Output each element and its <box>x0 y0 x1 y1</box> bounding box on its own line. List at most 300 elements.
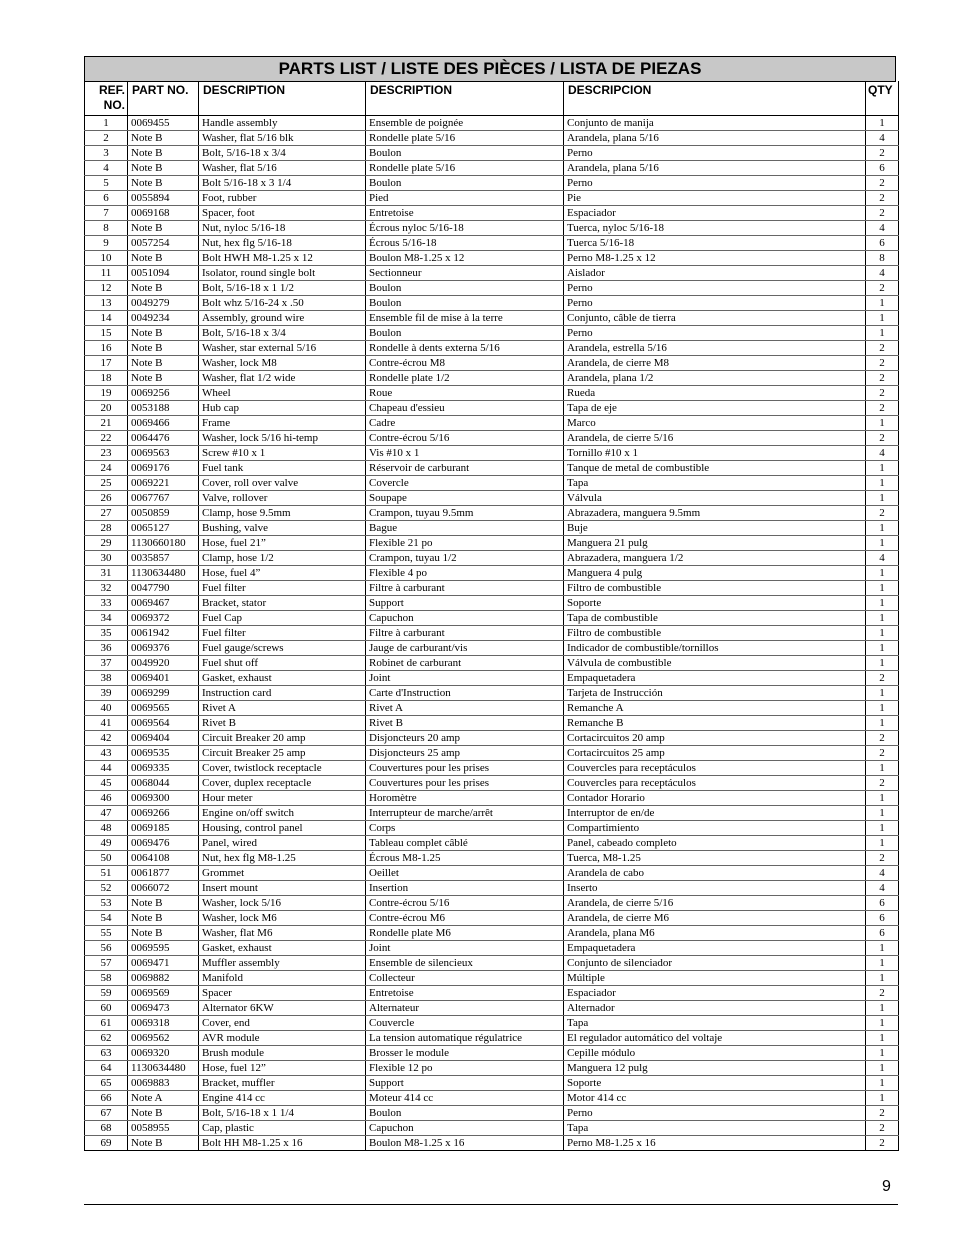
cell-qty: 1 <box>866 1060 899 1075</box>
cell-ref-no: 42 <box>85 730 128 745</box>
cell-description-fr: Rondelle à dents externa 5/16 <box>366 340 564 355</box>
cell-description-en: Assembly, ground wire <box>199 310 366 325</box>
cell-description-es: Espaciador <box>564 985 866 1000</box>
cell-part-no: 0069376 <box>128 640 199 655</box>
cell-qty: 1 <box>866 115 899 130</box>
cell-part-no: 0050859 <box>128 505 199 520</box>
table-row <box>85 1030 899 1045</box>
table-row <box>85 955 899 970</box>
cell-description-es: Couvercles para receptáculos <box>564 760 866 775</box>
cell-description-en: Fuel tank <box>199 460 366 475</box>
cell-part-no: Note B <box>128 1105 199 1120</box>
cell-qty: 2 <box>866 745 899 760</box>
cell-description-fr: Flexible 4 po <box>366 565 564 580</box>
cell-description-en: Hose, fuel 21” <box>199 535 366 550</box>
cell-description-en: Brush module <box>199 1045 366 1060</box>
cell-description-fr: Cadre <box>366 415 564 430</box>
cell-description-es: Tapa <box>564 1120 866 1135</box>
cell-qty: 1 <box>866 580 899 595</box>
cell-part-no: Note B <box>128 130 199 145</box>
cell-description-en: Fuel filter <box>199 625 366 640</box>
table-row <box>85 385 899 400</box>
cell-description-es: Perno <box>564 1105 866 1120</box>
cell-description-es: Soporte <box>564 1075 866 1090</box>
cell-description-en: Washer, lock 5/16 <box>199 895 366 910</box>
cell-qty: 1 <box>866 820 899 835</box>
cell-ref-no: 22 <box>85 430 128 445</box>
cell-description-fr: Jauge de carburant/vis <box>366 640 564 655</box>
cell-ref-no: 61 <box>85 1015 128 1030</box>
cell-part-no: Note A <box>128 1090 199 1105</box>
cell-description-fr: Rivet A <box>366 700 564 715</box>
cell-description-es: Tuerca, M8-1.25 <box>564 850 866 865</box>
cell-qty: 1 <box>866 790 899 805</box>
cell-part-no: 0069471 <box>128 955 199 970</box>
cell-ref-no: 55 <box>85 925 128 940</box>
cell-description-en: Washer, lock M6 <box>199 910 366 925</box>
cell-ref-no: 14 <box>85 310 128 325</box>
cell-description-fr: Filtre à carburant <box>366 580 564 595</box>
cell-description-en: Gasket, exhaust <box>199 940 366 955</box>
cell-qty: 1 <box>866 715 899 730</box>
cell-part-no: 0069476 <box>128 835 199 850</box>
cell-part-no: 0069569 <box>128 985 199 1000</box>
cell-qty: 1 <box>866 535 899 550</box>
cell-description-fr: Boulon <box>366 175 564 190</box>
cell-ref-no: 65 <box>85 1075 128 1090</box>
cell-description-es: Indicador de combustible/tornillos <box>564 640 866 655</box>
table-row <box>85 415 899 430</box>
table-row <box>85 1015 899 1030</box>
cell-part-no: 0049920 <box>128 655 199 670</box>
cell-qty: 1 <box>866 1075 899 1090</box>
cell-description-fr: Couvertures pour les prises <box>366 775 564 790</box>
table-header-row <box>85 81 899 115</box>
cell-description-en: Washer, flat 5/16 <box>199 160 366 175</box>
cell-description-es: Interruptor de en/de <box>564 805 866 820</box>
cell-description-en: Hose, fuel 12” <box>199 1060 366 1075</box>
cell-description-es: Aislador <box>564 265 866 280</box>
cell-ref-no: 18 <box>85 370 128 385</box>
cell-part-no: 0069882 <box>128 970 199 985</box>
cell-description-fr: Boulon <box>366 145 564 160</box>
table-row <box>85 880 899 895</box>
cell-description-es: Espaciador <box>564 205 866 220</box>
cell-qty: 1 <box>866 1000 899 1015</box>
cell-description-fr: Insertion <box>366 880 564 895</box>
cell-description-es: Arandela, estrella 5/16 <box>564 340 866 355</box>
table-row <box>85 340 899 355</box>
cell-description-fr: Sectionneur <box>366 265 564 280</box>
cell-description-es: Arandela, plana 5/16 <box>564 160 866 175</box>
cell-part-no: 0069467 <box>128 595 199 610</box>
cell-part-no: 1130660180 <box>128 535 199 550</box>
cell-description-en: Manifold <box>199 970 366 985</box>
cell-ref-no: 45 <box>85 775 128 790</box>
cell-description-en: Foot, rubber <box>199 190 366 205</box>
cell-description-en: Engine on/off switch <box>199 805 366 820</box>
cell-ref-no: 47 <box>85 805 128 820</box>
cell-description-en: Fuel shut off <box>199 655 366 670</box>
cell-ref-no: 39 <box>85 685 128 700</box>
cell-description-es: Perno M8-1.25 x 12 <box>564 250 866 265</box>
cell-qty: 1 <box>866 415 899 430</box>
cell-description-en: Panel, wired <box>199 835 366 850</box>
cell-description-es: Válvula <box>564 490 866 505</box>
cell-description-en: Nut, nyloc 5/16-18 <box>199 220 366 235</box>
cell-qty: 2 <box>866 355 899 370</box>
table-row <box>85 355 899 370</box>
cell-description-en: Circuit Breaker 25 amp <box>199 745 366 760</box>
cell-part-no: 0069466 <box>128 415 199 430</box>
cell-description-fr: Boulon <box>366 280 564 295</box>
table-row <box>85 925 899 940</box>
cell-qty: 1 <box>866 625 899 640</box>
cell-description-en: Washer, flat 1/2 wide <box>199 370 366 385</box>
cell-description-en: Washer, flat 5/16 blk <box>199 130 366 145</box>
table-row <box>85 730 899 745</box>
cell-ref-no: 37 <box>85 655 128 670</box>
table-row <box>85 835 899 850</box>
cell-description-es: Empaquetadera <box>564 940 866 955</box>
cell-qty: 4 <box>866 865 899 880</box>
cell-description-es: Filtro de combustible <box>564 580 866 595</box>
table-row <box>85 160 899 175</box>
cell-ref-no: 67 <box>85 1105 128 1120</box>
header-part-no: PART NO. <box>128 81 199 115</box>
cell-part-no: Note B <box>128 250 199 265</box>
cell-description-fr: Boulon M8-1.25 x 16 <box>366 1135 564 1150</box>
table-row <box>85 310 899 325</box>
cell-qty: 1 <box>866 295 899 310</box>
cell-part-no: Note B <box>128 370 199 385</box>
cell-description-es: Cortacircuitos 25 amp <box>564 745 866 760</box>
table-row <box>85 295 899 310</box>
table-row <box>85 970 899 985</box>
cell-description-es: Tuerca 5/16-18 <box>564 235 866 250</box>
cell-part-no: 0061942 <box>128 625 199 640</box>
cell-description-en: Bolt, 5/16-18 x 3/4 <box>199 325 366 340</box>
cell-description-fr: Brosser le module <box>366 1045 564 1060</box>
cell-qty: 1 <box>866 700 899 715</box>
cell-description-es: Perno <box>564 145 866 160</box>
cell-part-no: 0069372 <box>128 610 199 625</box>
cell-description-fr: Couvercle <box>366 1015 564 1030</box>
cell-ref-no: 60 <box>85 1000 128 1015</box>
cell-ref-no: 16 <box>85 340 128 355</box>
cell-description-fr: Réservoir de carburant <box>366 460 564 475</box>
cell-ref-no: 13 <box>85 295 128 310</box>
cell-part-no: 0069535 <box>128 745 199 760</box>
cell-ref-no: 11 <box>85 265 128 280</box>
cell-description-fr: Flexible 12 po <box>366 1060 564 1075</box>
table-row <box>85 430 899 445</box>
table-row <box>85 610 899 625</box>
cell-description-en: Hub cap <box>199 400 366 415</box>
header-description-en: DESCRIPTION <box>199 81 366 115</box>
cell-description-en: Spacer, foot <box>199 205 366 220</box>
table-row <box>85 1045 899 1060</box>
cell-description-es: Arandela, de cierre M8 <box>564 355 866 370</box>
table-row <box>85 850 899 865</box>
cell-description-es: Arandela, de cierre M6 <box>564 910 866 925</box>
cell-qty: 1 <box>866 655 899 670</box>
cell-description-fr: Écrous M8-1.25 <box>366 850 564 865</box>
table-row <box>85 595 899 610</box>
cell-description-fr: Robinet de carburant <box>366 655 564 670</box>
cell-qty: 2 <box>866 340 899 355</box>
cell-description-en: Bolt whz 5/16-24 x .50 <box>199 295 366 310</box>
cell-qty: 1 <box>866 595 899 610</box>
cell-description-es: Tornillo #10 x 1 <box>564 445 866 460</box>
cell-description-en: Bolt, 5/16-18 x 3/4 <box>199 145 366 160</box>
cell-part-no: Note B <box>128 355 199 370</box>
cell-qty: 2 <box>866 175 899 190</box>
table-row <box>85 640 899 655</box>
table-row <box>85 325 899 340</box>
cell-qty: 2 <box>866 670 899 685</box>
cell-description-fr: Entretoise <box>366 985 564 1000</box>
cell-qty: 2 <box>866 850 899 865</box>
cell-description-es: Cortacircuitos 20 amp <box>564 730 866 745</box>
cell-part-no: 0069320 <box>128 1045 199 1060</box>
table-row <box>85 685 899 700</box>
cell-qty: 6 <box>866 895 899 910</box>
cell-qty: 2 <box>866 985 899 1000</box>
cell-description-en: Fuel filter <box>199 580 366 595</box>
cell-part-no: Note B <box>128 925 199 940</box>
parts-table <box>84 81 899 1151</box>
cell-description-en: Rivet A <box>199 700 366 715</box>
cell-part-no: Note B <box>128 145 199 160</box>
table-row <box>85 265 899 280</box>
cell-description-fr: Alternateur <box>366 1000 564 1015</box>
cell-qty: 4 <box>866 130 899 145</box>
cell-description-fr: Boulon <box>366 325 564 340</box>
table-row <box>85 370 899 385</box>
cell-description-es: Manguera 4 pulg <box>564 565 866 580</box>
cell-qty: 2 <box>866 1135 899 1150</box>
cell-qty: 4 <box>866 880 899 895</box>
cell-description-en: Washer, flat M6 <box>199 925 366 940</box>
cell-part-no: 0058955 <box>128 1120 199 1135</box>
cell-ref-no: 7 <box>85 205 128 220</box>
cell-description-en: AVR module <box>199 1030 366 1045</box>
cell-description-en: Hour meter <box>199 790 366 805</box>
cell-description-en: Muffler assembly <box>199 955 366 970</box>
cell-description-fr: Écrous nyloc 5/16-18 <box>366 220 564 235</box>
cell-qty: 2 <box>866 430 899 445</box>
cell-qty: 6 <box>866 235 899 250</box>
cell-description-fr: Tableau complet câblé <box>366 835 564 850</box>
cell-description-fr: Support <box>366 595 564 610</box>
cell-qty: 1 <box>866 955 899 970</box>
cell-ref-no: 31 <box>85 565 128 580</box>
cell-qty: 4 <box>866 220 899 235</box>
cell-description-en: Clamp, hose 9.5mm <box>199 505 366 520</box>
cell-part-no: 0069883 <box>128 1075 199 1090</box>
cell-ref-no: 40 <box>85 700 128 715</box>
cell-ref-no: 44 <box>85 760 128 775</box>
cell-part-no: Note B <box>128 895 199 910</box>
cell-description-es: Motor 414 cc <box>564 1090 866 1105</box>
cell-description-fr: Joint <box>366 940 564 955</box>
cell-description-fr: Boulon <box>366 295 564 310</box>
cell-description-en: Gasket, exhaust <box>199 670 366 685</box>
cell-description-fr: Collecteur <box>366 970 564 985</box>
cell-part-no: 0069562 <box>128 1030 199 1045</box>
cell-description-en: Screw #10 x 1 <box>199 445 366 460</box>
cell-description-es: Perno <box>564 175 866 190</box>
cell-description-en: Housing, control panel <box>199 820 366 835</box>
cell-part-no: 0057254 <box>128 235 199 250</box>
table-row <box>85 940 899 955</box>
cell-description-fr: Capuchon <box>366 610 564 625</box>
cell-qty: 1 <box>866 325 899 340</box>
cell-description-es: Abrazadera, manguera 1/2 <box>564 550 866 565</box>
cell-description-en: Cover, duplex receptacle <box>199 775 366 790</box>
cell-ref-no: 63 <box>85 1045 128 1060</box>
cell-description-en: Bolt HH M8-1.25 x 16 <box>199 1135 366 1150</box>
table-row <box>85 475 899 490</box>
cell-ref-no: 46 <box>85 790 128 805</box>
cell-qty: 6 <box>866 925 899 940</box>
cell-description-es: Soporte <box>564 595 866 610</box>
cell-part-no: Note B <box>128 325 199 340</box>
cell-qty: 6 <box>866 910 899 925</box>
cell-qty: 2 <box>866 505 899 520</box>
cell-part-no: 0069455 <box>128 115 199 130</box>
cell-qty: 1 <box>866 1015 899 1030</box>
cell-description-en: Insert mount <box>199 880 366 895</box>
cell-part-no: 0066072 <box>128 880 199 895</box>
table-row <box>85 535 899 550</box>
parts-list-title: PARTS LIST / LISTE DES PIÈCES / LISTA DE PIEZAS <box>84 56 896 82</box>
cell-description-fr: La tension automatique régulatrice <box>366 1030 564 1045</box>
cell-description-en: Cover, roll over valve <box>199 475 366 490</box>
cell-ref-no: 58 <box>85 970 128 985</box>
cell-description-fr: Contre-écrou M6 <box>366 910 564 925</box>
cell-description-en: Isolator, round single bolt <box>199 265 366 280</box>
table-row <box>85 910 899 925</box>
cell-ref-no: 64 <box>85 1060 128 1075</box>
cell-description-en: Rivet B <box>199 715 366 730</box>
table-row <box>85 655 899 670</box>
cell-ref-no: 36 <box>85 640 128 655</box>
cell-part-no: Note B <box>128 1135 199 1150</box>
cell-description-es: Couvercles para receptáculos <box>564 775 866 790</box>
cell-qty: 1 <box>866 565 899 580</box>
table-row <box>85 790 899 805</box>
cell-description-en: Handle assembly <box>199 115 366 130</box>
cell-description-en: Bracket, stator <box>199 595 366 610</box>
table-row <box>85 820 899 835</box>
cell-description-en: Valve, rollover <box>199 490 366 505</box>
table-row <box>85 745 899 760</box>
cell-description-es: Arandela de cabo <box>564 865 866 880</box>
cell-description-fr: Rondelle plate 5/16 <box>366 160 564 175</box>
cell-description-fr: Capuchon <box>366 1120 564 1135</box>
table-row <box>85 760 899 775</box>
cell-description-es: Cepille módulo <box>564 1045 866 1060</box>
table-row <box>85 805 899 820</box>
cell-description-es: Tapa de combustible <box>564 610 866 625</box>
cell-ref-no: 35 <box>85 625 128 640</box>
cell-description-es: Tarjeta de Instrucción <box>564 685 866 700</box>
cell-description-fr: Boulon <box>366 1105 564 1120</box>
cell-description-fr: Contre-écrou 5/16 <box>366 895 564 910</box>
table-row <box>85 580 899 595</box>
cell-description-en: Clamp, hose 1/2 <box>199 550 366 565</box>
cell-description-fr: Ensemble de silencieux <box>366 955 564 970</box>
table-row <box>85 1090 899 1105</box>
cell-ref-no: 10 <box>85 250 128 265</box>
cell-ref-no: 62 <box>85 1030 128 1045</box>
cell-description-es: Arandela, de cierre 5/16 <box>564 430 866 445</box>
cell-description-es: Tuerca, nyloc 5/16-18 <box>564 220 866 235</box>
header-ref-no: REF. NO. <box>85 81 128 115</box>
cell-description-es: Arandela, plana 5/16 <box>564 130 866 145</box>
cell-description-fr: Contre-écrou 5/16 <box>366 430 564 445</box>
cell-ref-no: 17 <box>85 355 128 370</box>
cell-description-es: Perno M8-1.25 x 16 <box>564 1135 866 1150</box>
cell-description-es: Contador Horario <box>564 790 866 805</box>
cell-description-en: Engine 414 cc <box>199 1090 366 1105</box>
cell-ref-no: 34 <box>85 610 128 625</box>
cell-part-no: Note B <box>128 340 199 355</box>
cell-description-es: Tapa <box>564 475 866 490</box>
cell-ref-no: 49 <box>85 835 128 850</box>
table-row <box>85 115 899 130</box>
cell-description-fr: Covercle <box>366 475 564 490</box>
cell-description-es: Perno <box>564 325 866 340</box>
cell-ref-no: 30 <box>85 550 128 565</box>
table-row <box>85 445 899 460</box>
cell-qty: 1 <box>866 970 899 985</box>
cell-description-fr: Carte d'Instruction <box>366 685 564 700</box>
table-row <box>85 460 899 475</box>
cell-ref-no: 51 <box>85 865 128 880</box>
cell-description-es: Conjunto de manija <box>564 115 866 130</box>
cell-description-fr: Joint <box>366 670 564 685</box>
cell-description-fr: Crampon, tuyau 9.5mm <box>366 505 564 520</box>
cell-description-es: Tapa de eje <box>564 400 866 415</box>
cell-ref-no: 43 <box>85 745 128 760</box>
cell-ref-no: 4 <box>85 160 128 175</box>
cell-description-es: Pie <box>564 190 866 205</box>
cell-description-es: Conjunto de silenciador <box>564 955 866 970</box>
cell-part-no: 0069168 <box>128 205 199 220</box>
cell-ref-no: 25 <box>85 475 128 490</box>
cell-part-no: 0067767 <box>128 490 199 505</box>
cell-part-no: 1130634480 <box>128 565 199 580</box>
cell-ref-no: 6 <box>85 190 128 205</box>
cell-description-fr: Chapeau d'essieu <box>366 400 564 415</box>
cell-description-fr: Pied <box>366 190 564 205</box>
cell-part-no: 0069473 <box>128 1000 199 1015</box>
cell-part-no: 0053188 <box>128 400 199 415</box>
cell-ref-no: 26 <box>85 490 128 505</box>
cell-description-es: Válvula de combustible <box>564 655 866 670</box>
cell-part-no: 0035857 <box>128 550 199 565</box>
table-row <box>85 505 899 520</box>
table-row <box>85 205 899 220</box>
cell-qty: 2 <box>866 1105 899 1120</box>
cell-description-es: Compartimiento <box>564 820 866 835</box>
cell-description-fr: Écrous 5/16-18 <box>366 235 564 250</box>
cell-ref-no: 57 <box>85 955 128 970</box>
cell-description-fr: Vis #10 x 1 <box>366 445 564 460</box>
